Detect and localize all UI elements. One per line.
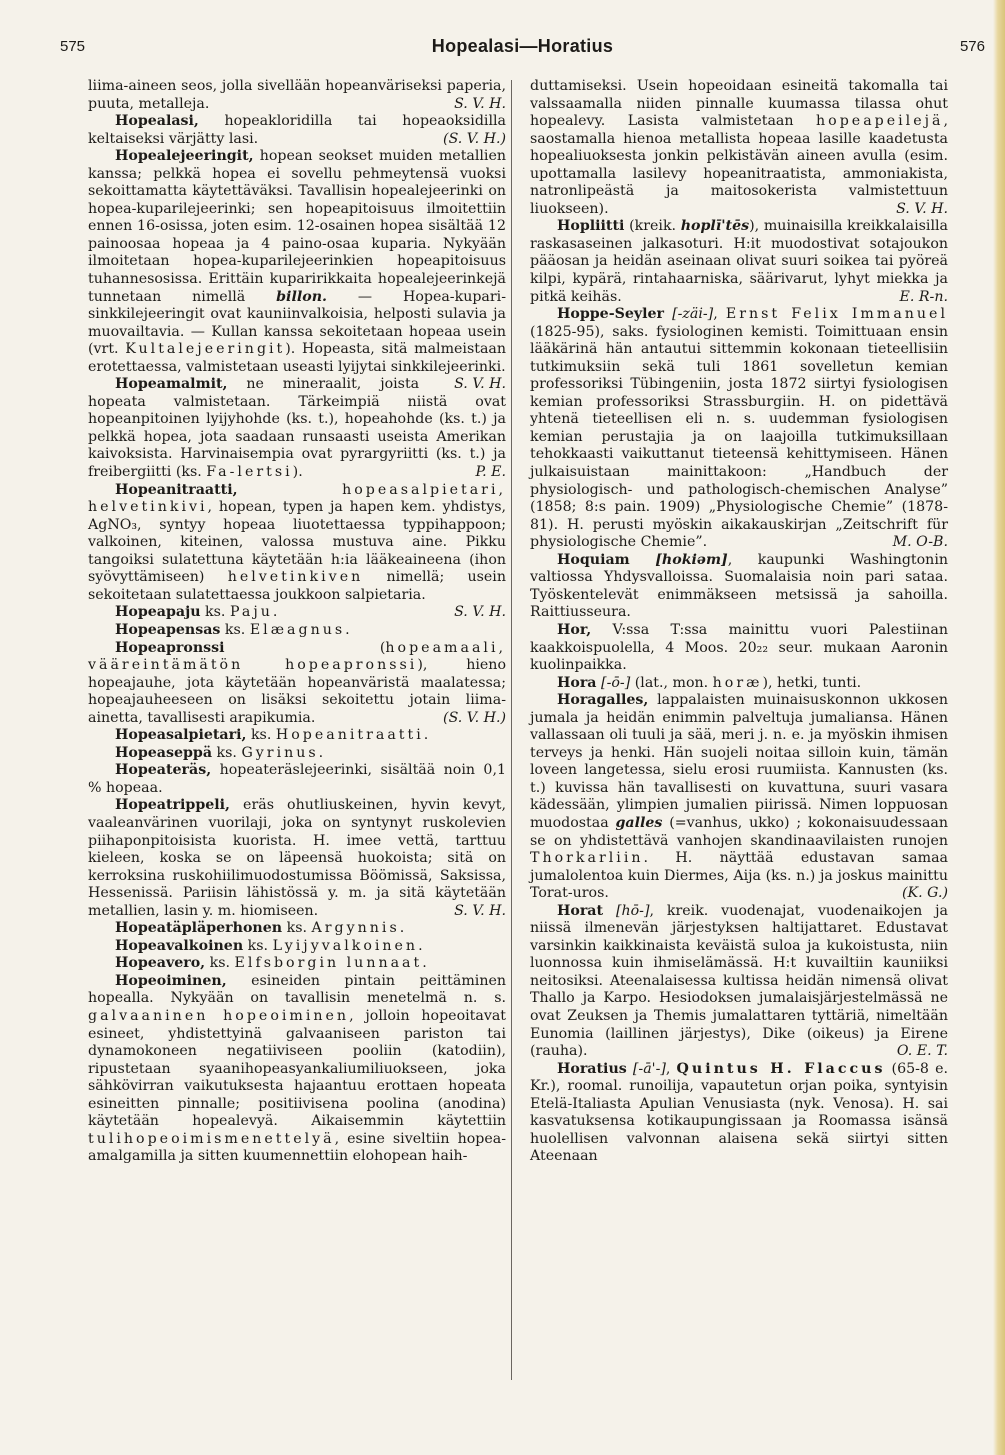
- entry-hopeaseppa: Hopeaseppä ks. Gyrinus.: [114, 744, 327, 761]
- entry-hopealejeeringit: Hopealejeeringit, hopean seokset muiden metallien kanssa; pelkkä hopea ei sovellu pehmeytensä vuoksi sekoittamatta käytettäväksi. Tavallisin hopealejeerinki on hopea-kuparilejeerinki; sen hopeapitoisuus ilmoitettiin ennen 16-osissa, joten esim. 12-osainen hopea sisältää 12 painoosaa hopeaa ja 4 paino-osaa kuparia. Nykyään ilmoitetaan hopea-kuparilejeerinkien hopeapitoisuus tuhannesosissa. Erittäin kuparirikkaita hopealejeerinkejä tunnetaan nimellä billon. — Hopea-kupari-sinkkilejeeringit ovat kauniinvalkoisia, helposti sulavia ja muovailtavia. — Kullan kanssa sekoitetaan hopeaa usein (vrt. Kultalejeeringit). Hopeasta, sitä malmeistaan erotettaessa, valmistetaan useasti lyijytai sinkkilejeerinki. S. V. H.: [88, 148, 506, 393]
- entry-hopliitti: Hopliitti (kreik. hoplī'tēs), muinaisilla kreikkalaisilla raskasaseinen jalkasoturi. H:it muodostivat sotajoukon pääosan ja heidän aseinaan olivat suuri soikea tai pyöreä kilpi, kypärä, rintahaarniska, säärivarut, lyhyt miekka ja pitkä keihäs. E. R-n.: [530, 218, 948, 305]
- page-header: [60, 38, 985, 62]
- running-title: Hopealasi—Horatius: [431, 36, 614, 56]
- entry-hopeapaju: Hopeapaju ks. Paju.: [114, 604, 281, 621]
- entry-continuation: duttamiseksi. Usein hopeoidaan esineitä takomalla tai valssaamalla niiden pinnalle kuumassa tilassa ohut hopealevy. Lasista valmistetaan hopeapeilejä, saostamalla hienoa metallista hopeaa lasille kaadetusta hopealiuoksesta jonkin pelkistävän aineen avulla (esim. upottamalla lasilevy hopeanitraatista, ammoniakista, natronlipeästä ja maitosokerista valmistettuun liuokseen). S. V. H.: [530, 78, 948, 217]
- entry-hopeasalpietari: Hopeasalpietari, ks. Hopeanitraatti.: [114, 727, 432, 744]
- entry-hopeataplaperhonen: Hopeatäpläperhonen ks. Argynnis.: [114, 920, 408, 937]
- entry-hor: Hor, V:ssa T:ssa mainittu vuori Palestiinan kaakkoispuolella, 4 Moos. 20₂₂ seur. mukaan Aaronin kuolinpaikka.: [530, 621, 948, 674]
- entry-horatius: Horatius [-ā'-], Quintus H. Flaccus (65-8 e. Kr.), roomal. runoilija, vapautetun orjan poika, syntyisin Etelä-Italiasta Apulian Venusiasta (nyk. Venosa). H. sai kasvatuksensa kotikaupungissaan ja Roomassa isänsä huolellisen valvonnan alaisena sekä siirtyi sitten Ateenaan: [530, 1060, 948, 1165]
- entry-hopeoiminen: Hopeoiminen, esineiden pintain peittäminen hopealla. Nykyään on tavallisin menetelmä n. s. galvaaninen hopeoiminen, jolloin hopeoitavat esineet, yhdistettyinä galvaaniseen pariston tai dynamokoneen negatiiviseen pooliin (katodiin), ripustetaan syaanihopeasyankaliumiliuokseen, joka sähkövirran vaikutuksesta hajaantuu erottaen hopeata esineitten pinnalle; positiivisena poolina (anodina) käytetään hopealevyä. Aikaisemmin käytettiin tulihopeoimismenettelyä, esine siveltiin hopea-amalgamilla ja sitten kuumennettiin elohopean haih-: [88, 972, 506, 1165]
- entry-hoquiam: Hoquiam [hokiəm], kaupunki Washingtonin valtiossa Yhdysvalloissa. Suomalaisia noin pari sataa. Työskentelevät enimmäkseen metsissä ja sahoilla. Raittiusseura.: [530, 551, 948, 621]
- entry-horagalles: Horagalles, lappalaisten muinaisuskonnon ukkosen jumala ja heidän enimmin palveltuja jumaliansa. Hänen vallassaan oli tuuli ja sää, meri j. n. e. ja myöskin ihmisen terveys ja henki. Hän suojeli noitaa silloin kuin, tämän loveen langetessa, sielu erosi ruumiista. Kannusten (ks. t.) kuvissa hän tavallisesti on kuvattuna, suuri vasara kädessään, ylimpien jumalien piirissä. Nimen loppuosan muodostaa galles (=vanhus, ukko) ; kokonaisuudessaan se on yhdistettävä vanhojen skandinaavilaisten runojen Thorkarliin. H. näyttää edustavan samaa jumalolentoa kuin Diermes, Aija (ks. n.) ja joskus mainittu Torat-uros. (K. G.): [530, 692, 949, 902]
- entry-hopeavero: Hopeavero, ks. Elfsborgin lunnaat.: [114, 955, 430, 972]
- page-number-right: 576: [959, 38, 985, 55]
- entry-hopeateras: Hopeateräs, hopeateräslejeerinki, sisältää noin 0,1 % hopeaa.: [88, 762, 506, 796]
- entry-hoppe-seyler: Hoppe-Seyler [-zäi-], Ernst Felix Immanuel (1825-95), saks. fysiologinen kemisti. Toimittuaan ensin lääkärinä hän antautui sittemmin kokonaan tieteellisiin tutkimuksiin sekä tuli 1861 sovelletun kemian professoriksi Tübingeniin, josta 1872 siirtyi fysiologisen kemian professoriksi Strassburgiin. H. on pidettävä yhtenä tieteellisen eli n. s. uudemman fysiologisen kemian perustajia ja on laajoilla tutkimuksillaan tehokkaasti vaikuttanut tieteensä kehittymiseen. Hänen julkaisuistaan mainittakoon: „Handbuch der physiologisch- und pathologisch-chemischen Analyse” (1858; 8:s pain. 1909) „Physiologische Chemie” (1878-81). H. perusti myöskin aikakauskirjan „Zeitschrift für physiologische Chemie”. M. O-B.: [530, 306, 948, 551]
- page-number-left: 575: [60, 38, 86, 55]
- entry-hopeanitraatti: Hopeanitraatti, hopeasalpietari, helvetinkivi, hopean, typen ja hapen kem. yhdistys, AgNO₃, syntyy hopeaa liuotettaessa typpihappoon; valkoinen, kiteinen, valossa mustuva aine. Pikku tangoiksi sulatettuna käytetään h:ia lääkeaineena (ihon syövyttämiseen) helvetinkiven nimellä; usein sekoitetaan sulatettaessa joukkoon salpietaria. S. V. H.: [88, 481, 506, 621]
- column-divider: [511, 80, 512, 1380]
- entry-hopeamalmit: Hopeamalmit, ne mineraalit, joista hopeata valmistetaan. Tärkeimpiä niistä ovat hopeanpitoinen lyijyhohde (ks. t.), hopeahohde (ks. t.) ja pelkkä hopea, jota saadaan runsaasti useista Amerikan kaivoksista. Harvinaisempia ovat pyrargyriitti (ks. t.) ja freibergiitti (ks. Fa-lertsi). P. E.: [88, 376, 506, 481]
- right-column: [530, 78, 948, 1166]
- entry-horat: Horat [hō-], kreik. vuodenajat, vuodenaikojen ja niissä ilmenevän järjestyksen haltijattaret. Edustavat varsinkin kaikkinaista keväistä suloa ja kukoistusta, niin luonnossa kuin ihmiselämässä. H:t kuvailtiin kauniiksi neitosiksi. Ateenalaisessa kultissa heidän nimensä olivat Thallo ja Karpo. Hesiodoksen jumalaisjärjestelmässä ne ovat Zeuksen ja Themis jumalattaren tyttäriä, nimeltään Eunomia (laillinen järjestys), Dike (oikeus) ja Eirene (rauha). O. E. T.: [530, 902, 949, 1060]
- entry-hopealasi: Hopealasi, hopeakloridilla tai hopeaoksidilla keltaiseksi värjätty lasi. (S. V. H.): [88, 113, 506, 147]
- entry-hopeatrippeli: Hopeatrippeli, eräs ohutliuskeinen, hyvin kevyt, vaaleanvärinen vuorilaji, joka on syntynyt ruskolevien piihaponpitoisista kuorista. H. imee vettä, tarttuu kieleen, koska se on läpeensä huokoista; sitä on kerroksina ruskohiilimuodostumissa Böömissä, Saksissa, Hessenissä. Pariisin lähistössä y. m. ja sitä käytetään metallien, lasin y. m. hiomiseen. S. V. H.: [88, 797, 506, 919]
- left-column: [88, 78, 506, 1166]
- entry-hopeapensas: Hopeapensas ks. Elæagnus.: [114, 621, 353, 638]
- entry-hora: Hora [-ō-] (lat., mon. horæ), hetki, tunti.: [556, 674, 862, 691]
- entry-hopeavalkoinen: Hopeavalkoinen ks. Lyijyvalkoinen.: [114, 937, 426, 954]
- entry-continuation: liima-aineen seos, jolla sivellään hopeanväriseksi paperia, puuta, metalleja. S. V. H.: [88, 78, 506, 112]
- entry-hopeapronssi: Hopeapronssi (hopeamaali, vääreintämätön hopeapronssi), hieno hopeajauhe, jota käytetään hopeanväristä maalatessa; hopeajauheeseen on lisäksi sekoitettu jotain liima-ainetta, tavallisesti arapikumia. (S. V. H.): [88, 639, 506, 726]
- page-edge: [993, 0, 1005, 1455]
